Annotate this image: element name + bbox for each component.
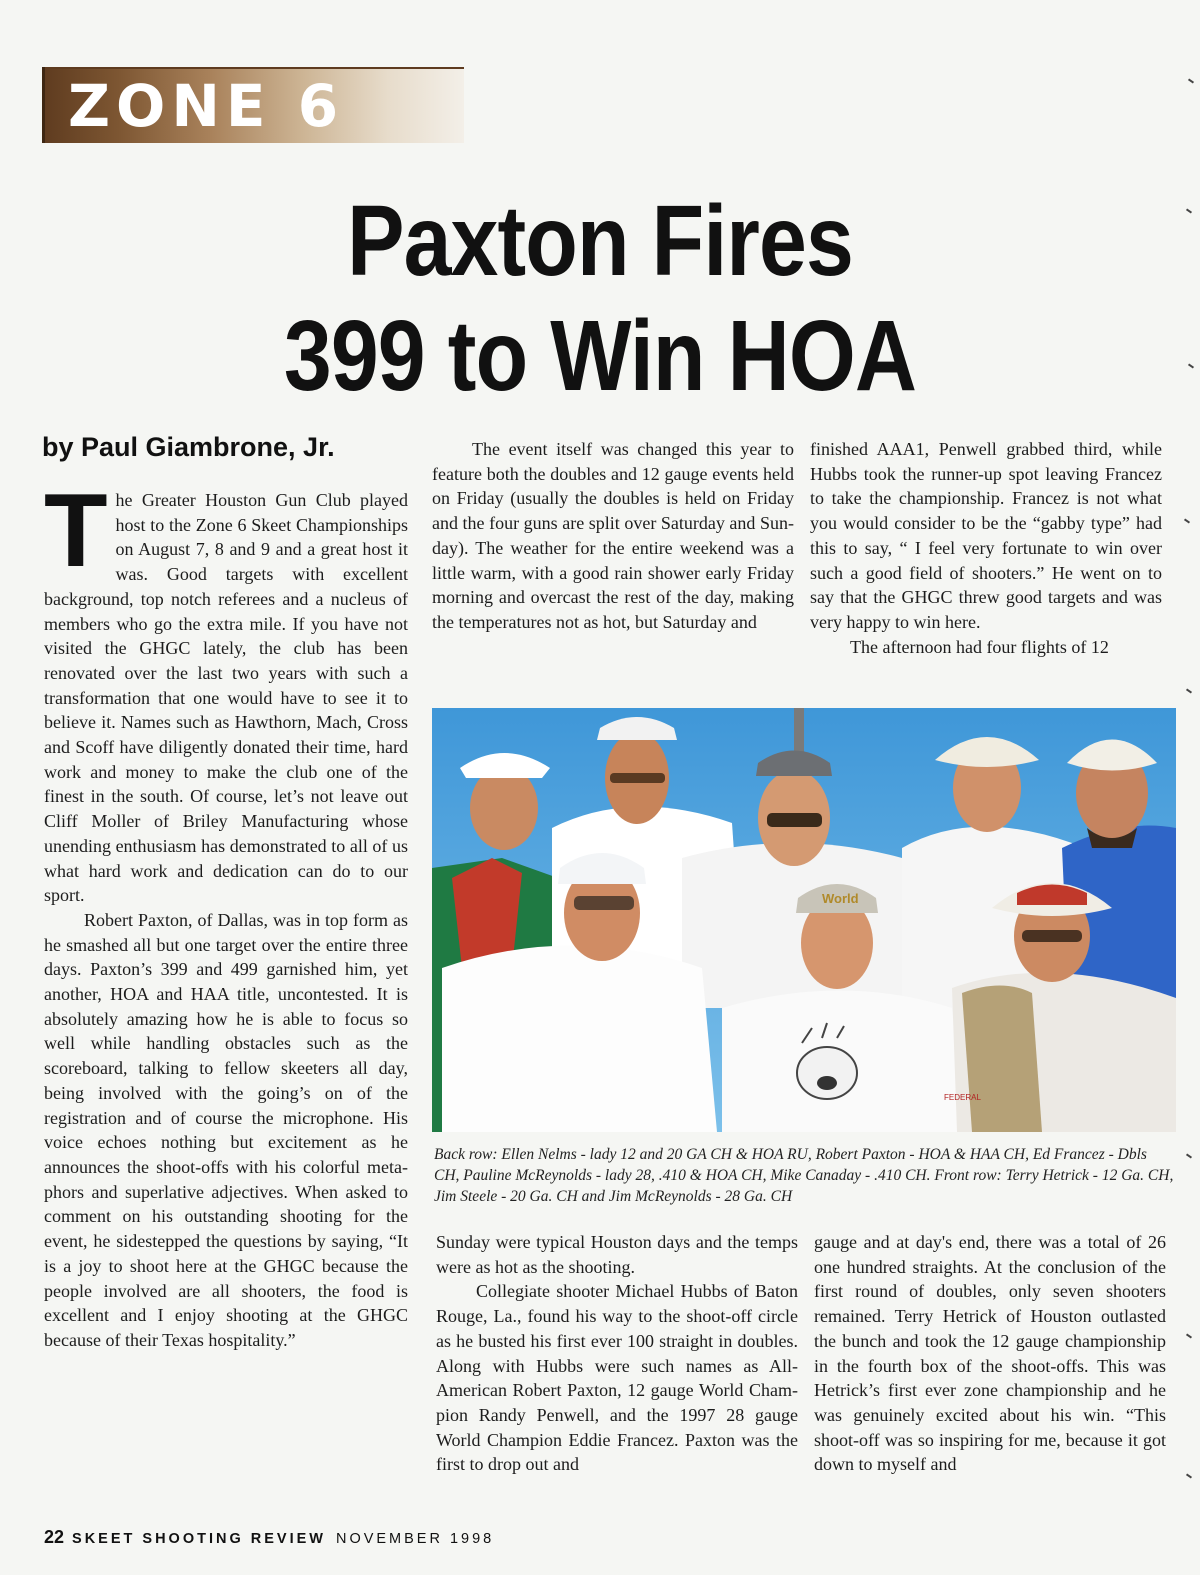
article-column-1	[44, 473, 408, 1353]
article-column-3-bottom	[814, 1230, 1166, 1477]
paragraph-1	[44, 473, 408, 908]
page-footer	[44, 1527, 494, 1548]
section-label: ZONE 6	[68, 72, 345, 140]
paragraph-8: gauge and at day's end, there was a total of 26 one hundred straights. At the conclusion of the first round of doubles, only seven shooters remained. Terry Hetrick of Houston outlasted the bunch and took the 12 gauge championship in the fourth box of the shoot-offs. This was Hetrick’s first ever zone championship and he was genuinely excited about his win. “This shoot-off was so inspiring for me, because it got down to myself and	[814, 1232, 1166, 1475]
article-column-3-top	[810, 437, 1162, 659]
paragraph-3: The event itself was changed this year to feature both the doubles and 12 gauge events held on Friday (usually the doubles is held on Friday and the four guns are split over Saturday and Sunday). The weather for the entire weekend was a little warm, with a good rain shower early Friday morning and overcast the rest of the day, making the temperatures not as hot, but Saturday and	[432, 439, 794, 632]
paragraph-7: Collegiate shooter Michael Hubbs of Baton Rouge, La., found his way to the shoot-off circle as he busted his first ever 100 straight in doubles. Along with Hubbs were such names as All-American Robert Paxton, 12 gauge World Champion Randy Penwell, and the 1997 28 gauge World Champion Eddie Francez. Paxton was the first to drop out and	[436, 1281, 798, 1475]
page-number: 22	[44, 1527, 65, 1547]
paragraph-1-text: he Greater Houston Gun Club played host to the Zone 6 Skeet Championships on August 7, 8 and 9 and a great host it was. Good targets with excellent background, top notch referees and a nucleus of members who go the extra mile. If you have not visited the GHGC lately, the club has been renovated over the last two years with such a transformation that one would have to see it to believe it. Names such as Hawthorn, Mach, Cross and Scoff have diligently donated their time, hard work and money to make the club one of the finest in the south. Of course, let’s not leave out Cliff Moller of Briley Manufacturing whose unending enthusiasm has demonstrated to all of us what hard work and dedication can do to our sport.	[44, 490, 408, 906]
scan-mark	[1186, 208, 1192, 213]
cap-logo-world: World	[822, 891, 859, 906]
byline: by Paul Giambrone, Jr.	[42, 432, 335, 462]
scan-mark	[1186, 1333, 1192, 1338]
headline-line-1: Paxton Fires	[347, 185, 853, 297]
scan-mark	[1186, 1153, 1192, 1158]
vest-logo-federal: FEDERAL	[944, 1093, 981, 1102]
scan-mark	[1184, 518, 1190, 523]
article-column-2-top	[432, 437, 794, 635]
magazine-name: SKEET SHOOTING REVIEW	[72, 1531, 326, 1547]
scan-mark	[1188, 363, 1194, 368]
scan-mark	[1186, 1473, 1192, 1478]
issue-date: NOVEMBER 1998	[335, 1531, 495, 1547]
group-photo-illustration	[432, 708, 1176, 1132]
banner-rule	[42, 67, 464, 69]
paragraph-2: Robert Paxton, of Dallas, was in top form as he smashed all but one target over the entire three days. Paxton’s 399 and 499 garnished him, yet another, HOA and HAA title, uncontested. It is absolutely amazing how he is able to focus so well while handling obstacles such as the scoreboard, talking to fellow skeeters all day, being involved with the going’s on of the registration and of course the microphone. His voice echoes nothing but excitement as he announces the shoot-offs with his colorful metaphors and superlative adjectives. When asked to comment on his outstanding shooting for the event, he sidestepped the questions by saying, “It is a joy to shoot here at the GHGC because the people involved are all shooters, the food is excellent and I enjoy shooting at the GHGC because of their Texas hospitality.”	[44, 909, 408, 1350]
article-column-2-bottom	[436, 1230, 798, 1477]
scan-mark	[1186, 688, 1192, 693]
headline-line-2: 399 to Win HOA	[283, 300, 917, 412]
paragraph-5: The afternoon had four flights of 12	[850, 636, 1109, 657]
paragraph-6: Sunday were typical Houston days and the temps were as hot as the shooting.	[436, 1232, 798, 1277]
scan-mark	[1188, 78, 1194, 83]
paragraph-4: finished AAA1, Penwell grabbed third, while Hubbs took the runner-up spot leaving Francez to take the championship. Francez is not what you would consider to be the “gabby type” had this to say, “ I feel very fortunate to win over such a good field of shooters.” He went on to say that the GHGC threw good targets and was very happy to win here.	[810, 439, 1162, 632]
drop-cap: T	[44, 473, 108, 589]
banner-edge	[42, 67, 45, 143]
section-banner	[42, 67, 464, 143]
group-photo	[432, 708, 1176, 1132]
photo-caption: Back row: Ellen Nelms - lady 12 and 20 GA CH & HOA RU, Robert Paxton - HOA & HAA CH, Ed Francez - Dbls CH, Pauline McReynolds - lady 28, .410 & HOA CH, Mike Canaday - .410 CH. Front row: Terry Hetrick - 12 Ga. CH, Jim Steele - 20 Ga. CH and Jim McReynolds - 28 Ga. CH	[434, 1146, 1174, 1205]
